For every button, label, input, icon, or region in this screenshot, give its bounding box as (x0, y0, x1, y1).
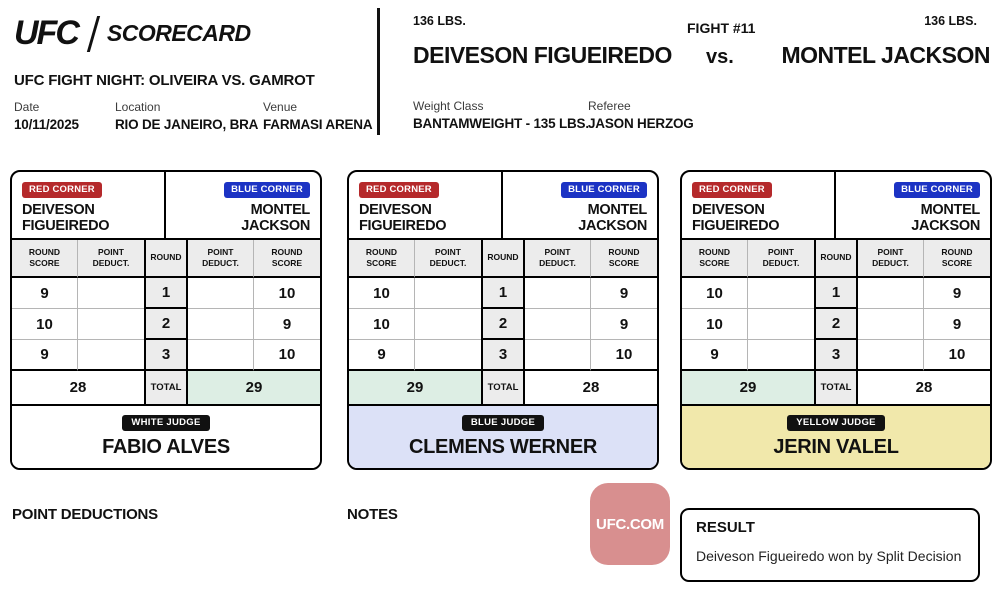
red-round-score: 10 (682, 309, 748, 340)
col-round: ROUND (144, 240, 188, 278)
location-label: Location (115, 100, 161, 114)
round-number: 1 (481, 278, 525, 309)
slash-divider-icon (87, 16, 100, 52)
red-fighter-card-name (359, 202, 491, 234)
total-row (12, 371, 320, 404)
col-round-score: ROUND SCORE (591, 240, 657, 278)
col-round: ROUND (814, 240, 858, 278)
round-row (349, 278, 657, 309)
red-round-score: 9 (12, 278, 78, 309)
round-number: 1 (144, 278, 188, 309)
card-fighters-header (682, 172, 990, 240)
round-row (682, 278, 990, 309)
blue-round-score: 9 (591, 278, 657, 309)
blue-point-deduct (188, 309, 254, 340)
red-corner-badge: RED CORNER (22, 182, 102, 198)
red-round-score: 10 (349, 278, 415, 309)
column-headers (682, 240, 990, 278)
blue-fighter-card-name (176, 202, 310, 234)
blue-point-deduct (858, 309, 924, 340)
blue-corner-half (836, 172, 990, 238)
red-round-score: 9 (682, 340, 748, 371)
col-point-deduct: POINT DEDUCT. (858, 240, 924, 278)
blue-total-score: 28 (915, 379, 933, 396)
blue-round-score: 9 (924, 278, 990, 309)
red-corner-half (349, 172, 503, 238)
judge-section (682, 404, 990, 468)
round-number: 3 (814, 340, 858, 371)
card-fighters-header (12, 172, 320, 240)
round-row (349, 309, 657, 340)
blue-round-score: 10 (254, 340, 320, 371)
col-round-score: ROUND SCORE (12, 240, 78, 278)
date-label: Date (14, 100, 40, 114)
scorecard-blue-judge (347, 170, 659, 470)
red-fighter-name: DEIVESON FIGUEIREDO (413, 42, 672, 68)
red-name-line2: FIGUEIREDO (359, 218, 447, 235)
red-corner-badge: RED CORNER (692, 182, 772, 198)
red-name-line1: DEIVESON (22, 202, 95, 218)
result-label: RESULT (696, 519, 755, 536)
referee-value: JASON HERZOG (588, 116, 694, 131)
red-point-deduct (415, 278, 481, 309)
col-point-deduct: POINT DEDUCT. (188, 240, 254, 278)
blue-fighter-name: MONTEL JACKSON (781, 42, 990, 68)
blue-corner-badge: BLUE CORNER (894, 182, 980, 198)
judge-name: FABIO ALVES (102, 436, 230, 458)
red-total-score: 29 (682, 371, 814, 404)
judge-section (349, 404, 657, 468)
event-date (14, 100, 79, 132)
notes-label: NOTES (347, 506, 398, 523)
blue-total-score: 28 (582, 379, 600, 396)
weight-class-value: BANTAMWEIGHT - 135 LBS. (413, 116, 589, 131)
red-total-score: 28 (69, 379, 87, 396)
judge-badge: YELLOW JUDGE (787, 415, 885, 431)
blue-corner-half (503, 172, 657, 238)
column-headers (349, 240, 657, 278)
col-round-score: ROUND SCORE (349, 240, 415, 278)
blue-name-line1: MONTEL (920, 202, 980, 218)
judge-name: JERIN VALEL (773, 436, 899, 458)
red-round-score: 9 (12, 340, 78, 371)
red-fighter-card-name (692, 202, 824, 234)
blue-round-score: 9 (254, 309, 320, 340)
blue-point-deduct (188, 278, 254, 309)
blue-name-line2: JACKSON (578, 218, 647, 235)
round-row (349, 340, 657, 371)
blue-name-line1: MONTEL (250, 202, 310, 218)
location-value: RIO DE JANEIRO, BRA (115, 117, 259, 132)
blue-point-deduct (858, 340, 924, 371)
red-point-deduct (78, 309, 144, 340)
round-number: 3 (481, 340, 525, 371)
vertical-divider (377, 8, 380, 135)
total-row (349, 371, 657, 404)
blue-point-deduct (525, 340, 591, 371)
col-round-score: ROUND SCORE (682, 240, 748, 278)
scorecard-wordmark: SCORECARD (106, 20, 251, 46)
red-total-score: 29 (349, 371, 481, 404)
red-point-deduct (78, 278, 144, 309)
col-round-score: ROUND SCORE (924, 240, 990, 278)
red-point-deduct (78, 340, 144, 371)
round-number: 3 (144, 340, 188, 371)
blue-round-score: 10 (924, 340, 990, 371)
col-point-deduct: POINT DEDUCT. (78, 240, 144, 278)
event-venue (263, 100, 372, 132)
scorecard-yellow-judge (680, 170, 992, 470)
blue-fighter-card-name (513, 202, 647, 234)
weight-class (413, 99, 589, 131)
col-point-deduct: POINT DEDUCT. (748, 240, 814, 278)
blue-round-score: 10 (254, 278, 320, 309)
referee (588, 99, 694, 131)
vs-label: vs. (706, 46, 734, 68)
col-round: ROUND (481, 240, 525, 278)
referee-label: Referee (588, 99, 631, 113)
round-row (12, 340, 320, 371)
blue-round-score: 9 (591, 309, 657, 340)
red-name-line1: DEIVESON (692, 202, 765, 218)
col-point-deduct: POINT DEDUCT. (415, 240, 481, 278)
col-point-deduct: POINT DEDUCT. (525, 240, 591, 278)
event-location (115, 100, 258, 132)
red-name-line1: DEIVESON (359, 202, 432, 218)
red-round-score: 10 (682, 278, 748, 309)
red-corner-badge: RED CORNER (359, 182, 439, 198)
blue-round-score: 10 (591, 340, 657, 371)
red-round-score: 9 (349, 340, 415, 371)
fight-number: FIGHT #11 (687, 20, 756, 36)
red-point-deduct (415, 309, 481, 340)
header (0, 0, 1000, 165)
blue-fighter-card-name (846, 202, 980, 234)
card-fighters-header (349, 172, 657, 240)
red-point-deduct (415, 340, 481, 371)
red-name-line2: FIGUEIREDO (692, 218, 780, 235)
red-point-deduct (748, 278, 814, 309)
judge-section (12, 404, 320, 468)
round-row (682, 309, 990, 340)
total-row (682, 371, 990, 404)
red-point-deduct (748, 340, 814, 371)
blue-point-deduct (525, 278, 591, 309)
round-number: 1 (814, 278, 858, 309)
venue-value: FARMASI ARENA (263, 117, 373, 132)
blue-corner-half (166, 172, 320, 238)
red-fighter-weight: 136 LBS. (413, 14, 466, 28)
judge-badge: WHITE JUDGE (122, 415, 209, 431)
blue-corner-badge: BLUE CORNER (224, 182, 310, 198)
red-point-deduct (748, 309, 814, 340)
round-row (682, 340, 990, 371)
scorecard-white-judge (10, 170, 322, 470)
red-fighter-card-name (22, 202, 154, 234)
col-round-score: ROUND SCORE (254, 240, 320, 278)
red-corner-half (12, 172, 166, 238)
blue-fighter-weight: 136 LBS. (924, 14, 977, 28)
blue-name-line2: JACKSON (911, 218, 980, 235)
blue-name-line2: JACKSON (241, 218, 310, 235)
result-box (680, 508, 980, 582)
event-title: UFC FIGHT NIGHT: OLIVEIRA VS. GAMROT (14, 72, 315, 89)
red-corner-half (682, 172, 836, 238)
round-number: 2 (481, 309, 525, 340)
blue-total-score: 29 (188, 371, 320, 404)
blue-name-line1: MONTEL (587, 202, 647, 218)
venue-label: Venue (263, 100, 298, 114)
ufc-logo: UFC (14, 14, 78, 52)
judge-badge: BLUE JUDGE (462, 415, 544, 431)
red-round-score: 10 (349, 309, 415, 340)
total-label: TOTAL (814, 371, 858, 404)
column-headers (12, 240, 320, 278)
red-round-score: 10 (12, 309, 78, 340)
point-deductions-label: POINT DEDUCTIONS (12, 506, 158, 523)
round-number: 2 (144, 309, 188, 340)
brand-logo (14, 14, 251, 53)
judge-name: CLEMENS WERNER (408, 436, 598, 458)
total-label: TOTAL (144, 371, 188, 404)
ufc-com-logo: UFC.COM (590, 483, 670, 565)
total-label: TOTAL (481, 371, 525, 404)
blue-point-deduct (858, 278, 924, 309)
round-row (12, 278, 320, 309)
round-row (12, 309, 320, 340)
blue-round-score: 9 (924, 309, 990, 340)
blue-point-deduct (525, 309, 591, 340)
blue-corner-badge: BLUE CORNER (561, 182, 647, 198)
date-value: 10/11/2025 (14, 117, 79, 132)
red-name-line2: FIGUEIREDO (22, 218, 110, 235)
result-text: Deiveson Figueiredo won by Split Decision (696, 548, 962, 564)
round-number: 2 (814, 309, 858, 340)
blue-point-deduct (188, 340, 254, 371)
weight-class-label: Weight Class (413, 99, 484, 113)
